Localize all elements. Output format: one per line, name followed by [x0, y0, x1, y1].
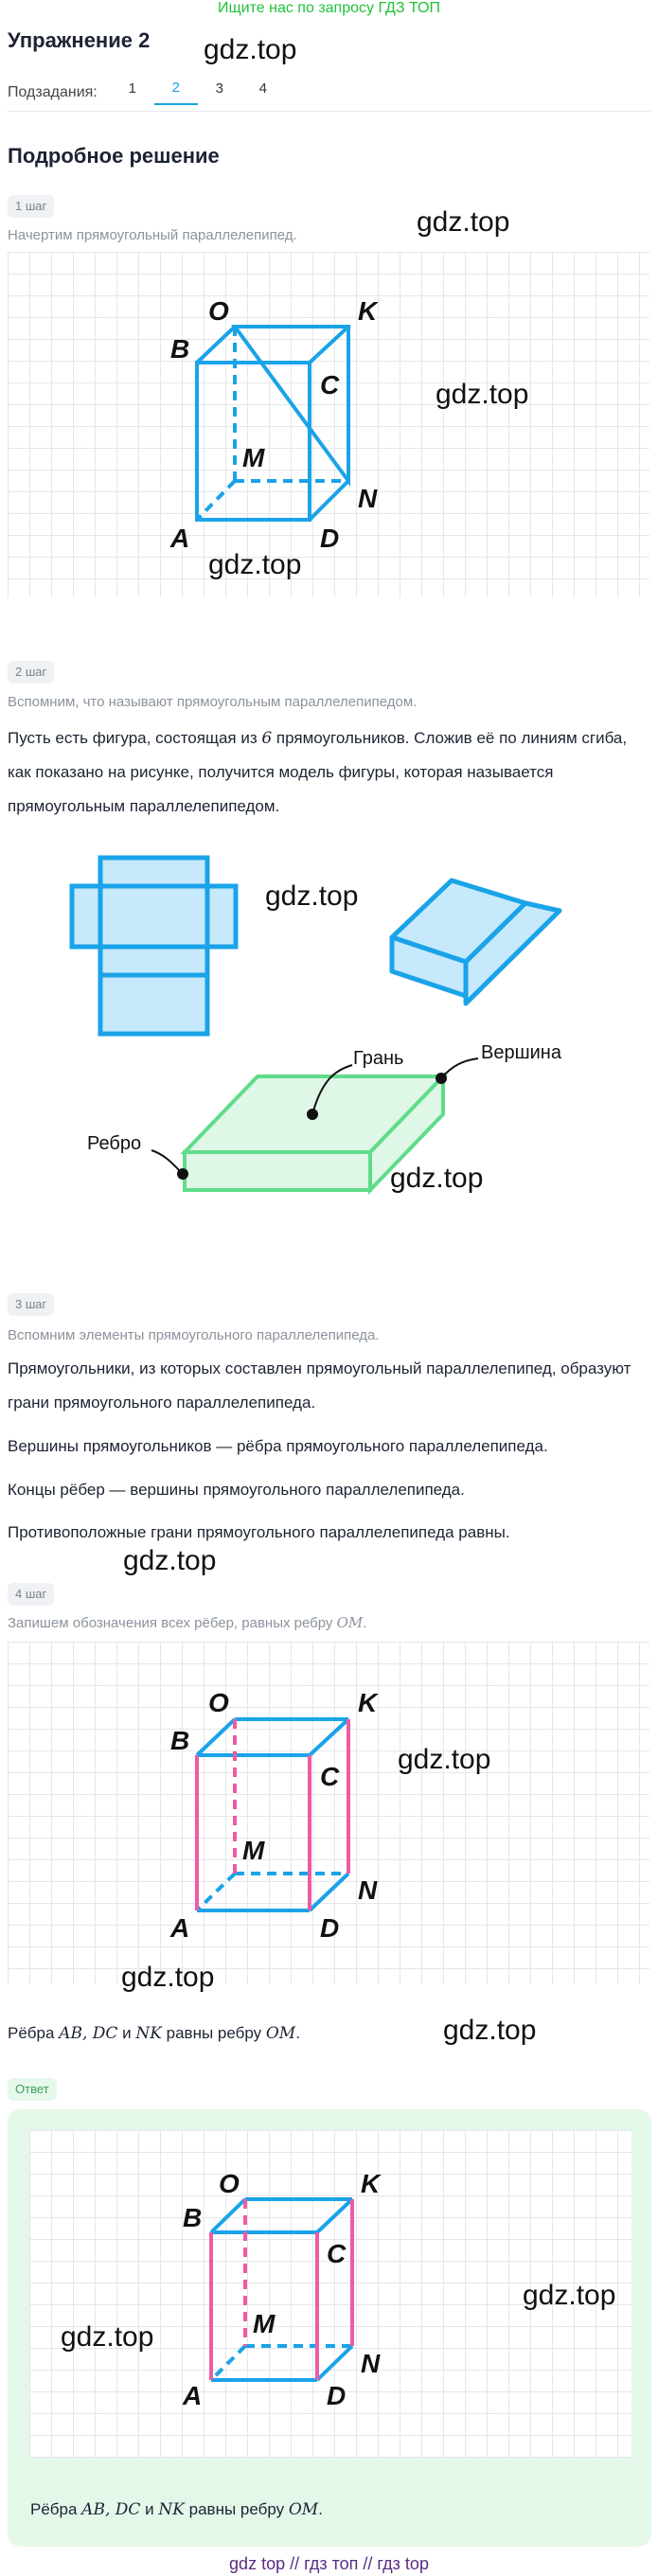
result-text: Рёбра AB, DC и NK равны ребру OM. [8, 2024, 300, 2043]
vertex-d-label: D [327, 2381, 347, 2410]
answer-box [8, 2109, 651, 2547]
face-label: Грань [353, 1048, 404, 1069]
step-note: Запишем обозначения всех рёбер, равных ребру OM. [8, 1614, 367, 1631]
watermark: gdz.top [443, 2015, 537, 2046]
watermark: gdz.top [204, 34, 297, 65]
grid-figure [8, 1642, 649, 1984]
step-note: Вспомним, что называют прямоугольным параллелепипедом. [8, 694, 418, 710]
watermark: gdz.top [523, 2280, 616, 2311]
vertex-o-label: O [208, 1688, 229, 1717]
vertex-c-label: C [327, 2239, 347, 2268]
vertex-c-label: C [320, 370, 340, 400]
parallelepiped-highlight-figure [8, 1642, 649, 1984]
subtask-tab-3[interactable]: 3 [215, 80, 223, 97]
subtask-tab-2[interactable]: 2 [154, 80, 198, 105]
vertex-k-label: K [358, 296, 378, 326]
search-hint-link[interactable]: Ищите нас по запросу ГДЗ ТОП [218, 0, 440, 16]
subtasks-label: Подзадания: [8, 83, 98, 100]
step-note: Начертим прямоугольный параллелепипед. [8, 227, 297, 243]
watermark: gdz.top [61, 2321, 154, 2353]
vertex-n-label: N [361, 2349, 381, 2378]
vertex-b-label: B [170, 334, 190, 364]
vertex-o-label: O [219, 2169, 240, 2198]
vertex-a-label: A [183, 2381, 203, 2410]
parallelepiped-figure [8, 252, 649, 597]
vertex-d-label: D [320, 524, 340, 553]
step-paragraph: Прямоугольники, из которых составлен прямоугольный параллелепипед, образуют грани прямоугольного параллелепипеда. [8, 1359, 631, 1412]
watermark: gdz.top [121, 1962, 215, 1993]
vertex-a-label: A [170, 524, 190, 553]
vertex-a-label: A [170, 1913, 190, 1943]
vertex-label: Вершина [481, 1042, 561, 1063]
vertex-m-label: M [242, 443, 265, 472]
vertex-n-label: N [358, 484, 378, 513]
step-note: Вспомним элементы прямоугольного параллелепипеда. [8, 1327, 380, 1343]
grid-figure [8, 252, 649, 597]
step-paragraph: Концы рёбер — вершины прямоугольного параллелепипеда. [8, 1481, 465, 1499]
footer-links[interactable]: gdz top // гдз топ // гдз top [229, 2554, 429, 2573]
step-badge: 1 шаг [8, 195, 54, 218]
vertex-b-label: B [183, 2203, 203, 2232]
subtask-tab-1[interactable]: 1 [128, 80, 136, 97]
edge-label: Ребро [87, 1133, 142, 1154]
vertex-d-label: D [320, 1913, 340, 1943]
step-paragraph: Вершины прямоугольников — рёбра прямоугольного параллелепипеда. [8, 1437, 548, 1455]
vertex-c-label: C [320, 1762, 340, 1791]
watermark: gdz.top [417, 206, 510, 238]
watermark: gdz.top [123, 1545, 217, 1576]
vertex-m-label: M [253, 2309, 276, 2338]
watermark: gdz.top [390, 1163, 484, 1194]
page-title: Упражнение 2 [8, 28, 151, 52]
watermark: gdz.top [436, 379, 529, 410]
watermark: gdz.top [265, 880, 359, 912]
subtask-tabs [8, 80, 285, 105]
answer-text: Рёбра AB, DC и NK равны ребру OM. [30, 2500, 323, 2519]
vertex-n-label: N [358, 1875, 378, 1905]
step-paragraph: Противоположные грани прямоугольного параллелепипеда равны. [8, 1523, 510, 1541]
vertex-b-label: B [170, 1726, 190, 1755]
vertex-k-label: K [358, 1688, 378, 1717]
vertex-k-label: K [361, 2169, 381, 2198]
watermark: gdz.top [208, 549, 302, 580]
section-title: Подробное решение [8, 144, 220, 168]
answer-badge: Ответ [8, 2078, 57, 2101]
divider [8, 111, 650, 112]
step-badge: 2 шаг [8, 661, 54, 684]
vertex-o-label: O [208, 296, 229, 326]
step-paragraph: Пусть есть фигура, состоящая из 6 прямоугольников. Сложив её по линиям сгиба, как показано на рисунке, получится модель фигуры, которая называется прямоугольным параллелепипедом. [8, 729, 628, 815]
watermark: gdz.top [398, 1744, 491, 1775]
step-badge: 4 шаг [8, 1583, 54, 1606]
vertex-m-label: M [242, 1836, 265, 1865]
step-badge: 3 шаг [8, 1293, 54, 1316]
subtask-tab-4[interactable]: 4 [258, 80, 267, 97]
